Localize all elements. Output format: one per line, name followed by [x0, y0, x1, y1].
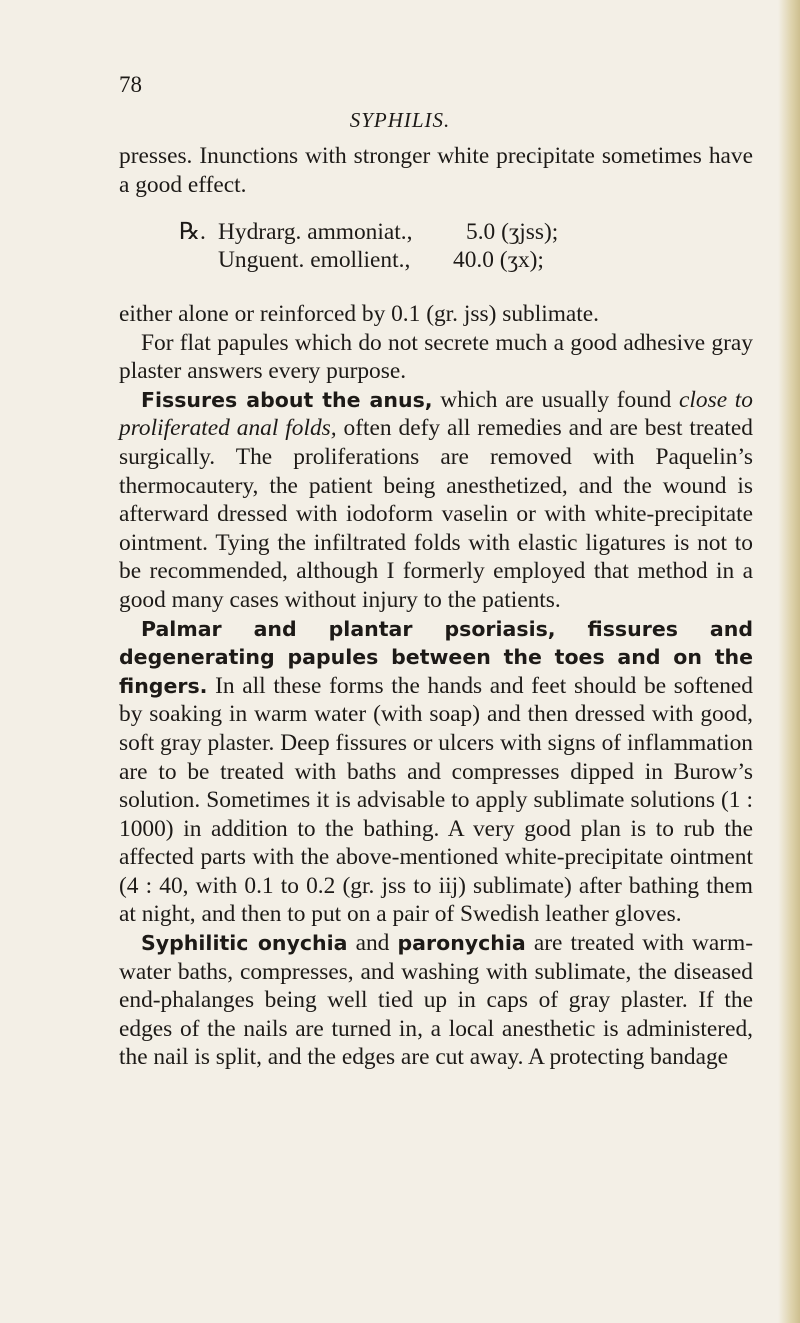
opening-text: presses. Inunctions with stronger white precipitate sometimes have a good effect.: [119, 143, 753, 198]
opening-paragraph: [119, 142, 753, 199]
fissures-lead: which are usually found: [432, 386, 680, 413]
onychia-body: are treated with warm-water baths, compresses, and washing with sublimate, the diseased end-phalanges being well tied up in caps of gray plaster. If the edges of the nails are turned in, a local anesthetic is administered, the nail is split, and the edges are cut away. A protecting bandage: [119, 930, 754, 1071]
page-edge: [778, 0, 800, 1323]
palmar-paragraph: [119, 615, 753, 930]
flat-papules-paragraph: For flat papules which do not secrete much a good adhesive gray plaster answers every purpose.: [119, 329, 753, 385]
rx-symbol: ℞.: [179, 219, 206, 245]
running-head: SYPHILIS.: [349, 108, 451, 132]
fissures-heading: Fissures about the anus,: [141, 387, 433, 412]
palmar-body: In all these forms the hands and feet should be softened by soaking in warm water (with soap) and then dressed with good, soft gray plaster. Deep fissures or ulcers with signs of inflammation are to be treated with baths and compresses dipped in Burow’s solution. Sometimes it is advisable to apply sublimate solutions (1 : 1000) in addition to the bathing. A very good plan is to rub the affected parts with the above-mentioned white-precipitate ointment (4 : 40, with 0.1 to 0.2 (gr. jss to iij) sublimate) after bathing them at night, and then to put on a pair of Swedish leather gloves.: [119, 672, 753, 928]
rx-dose-2: 40.0 (ʒx);: [453, 247, 544, 273]
paronychia-heading: paronychia: [397, 931, 526, 956]
rx-dose-1: 5.0 (ʒjss);: [466, 219, 559, 245]
fissures-paragraph: [119, 386, 753, 615]
palmar-heading: Palmar and plantar psoriasis, fissures and degenerating papules between the toes and on the fingers.: [119, 616, 753, 698]
body-text: [119, 300, 753, 1072]
fissures-italic: close to proliferated anal folds,: [119, 386, 754, 442]
page-number: 78: [119, 72, 142, 97]
fissures-body: often defy all remedies and are best treated surgically. The proliferations are removed with Paquelin’s thermocautery, the patient being anesthetized, and the wound is afterward dressed with iodoform vaselin or with white-precipitate ointment. Tying the infiltrated folds with elastic ligatures is not to be recommended, although I formerly employed that method in a good many cases without injury to the patients.: [119, 415, 754, 613]
onychia-heading: Syphilitic onychia: [141, 931, 348, 956]
after-rx-text: either alone or reinforced by 0.1 (gr. jss) sublimate.: [119, 301, 600, 327]
onychia-conj: and: [347, 930, 398, 957]
onychia-paragraph: [119, 929, 753, 1072]
rx-drug-2: Unguent. emollient.,: [218, 247, 411, 273]
rx-drug-1: Hydrarg. ammoniat.,: [218, 219, 413, 245]
